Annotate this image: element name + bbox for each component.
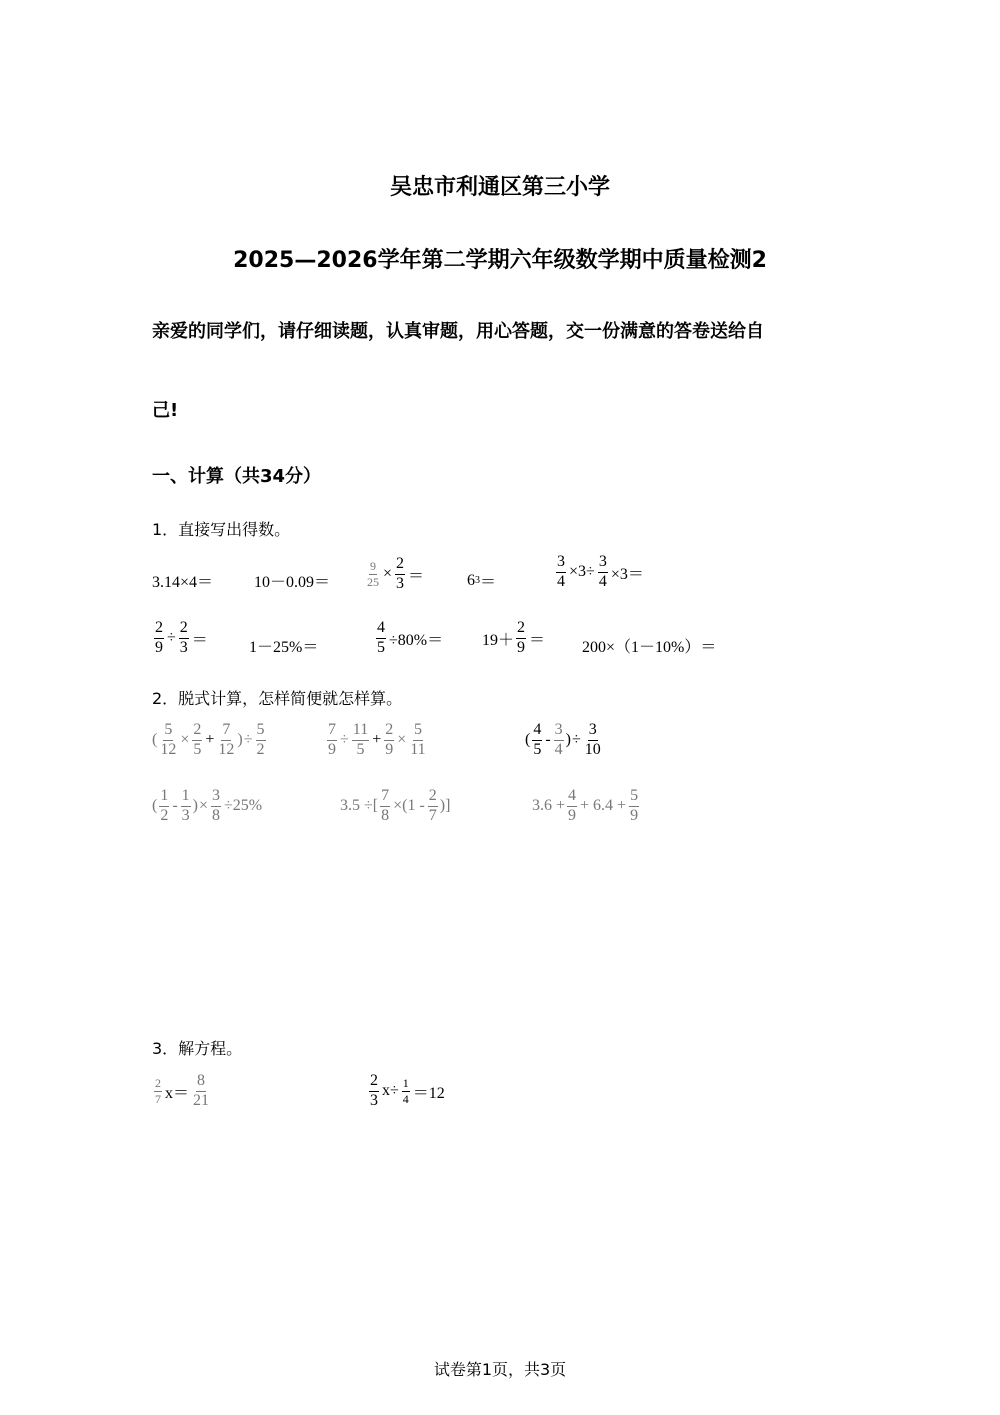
- q1-expr-9: 19＋ $\frac{2}{9}$ ＝: [482, 619, 546, 656]
- q1-expr-8: $\frac{4}{5}$ ÷80%＝: [377, 619, 444, 656]
- q2-problem-4: ( $\frac{1}{2}$ - $\frac{1}{3}$ ) × $\frac{3}{8}$ ÷25%: [152, 787, 263, 824]
- fraction: $\frac{2}{9}$: [155, 619, 163, 656]
- fraction: $\frac{3}{4}$: [598, 553, 607, 590]
- q3-equation-2: $\frac{2}{3}$ x÷ $\frac{1}{4}$ ＝12: [370, 1072, 445, 1109]
- q1-expr-10: 200×（1－10%）＝: [582, 639, 717, 656]
- section-heading: 一、计算（共34分）: [152, 466, 322, 487]
- q1-heading: 1．直接写出得数。: [152, 520, 291, 539]
- fraction: $\frac{3}{4}$: [557, 553, 565, 590]
- exam-title: 2025—2026学年第二学期六年级数学期中质量检测2: [233, 248, 767, 273]
- page-footer: 试卷第1页，共3页: [433, 1360, 567, 1379]
- q2-problem-3: ( $\frac{4}{5}$ - $\frac{3}{4}$ ) ÷ $\frac{3}{10}$: [525, 721, 601, 758]
- fraction: $\frac{9}{25}$: [367, 559, 379, 589]
- q3-equation-1: $\frac{2}{7}$ x＝ $\frac{8}{21}$: [155, 1072, 210, 1109]
- fraction: $\frac{4}{5}$: [377, 619, 385, 656]
- intro-line-1: 亲爱的同学们，请仔细读题，认真审题，用心答题，交一份满意的答卷送给自: [152, 321, 764, 342]
- q2-problem-2: $\frac{7}{9}$ ÷ $\frac{11}{5}$ + $\frac{2}{9}$ × $\frac{5}{11}$: [328, 721, 426, 758]
- q2-problem-1: ( $\frac{5}{12}$ × $\frac{2}{5}$ + $\frac{7}{12}$ ) ÷ $\frac{5}{2}$: [152, 721, 265, 758]
- fraction: $\frac{2}{3}$: [179, 619, 188, 656]
- q2-problem-6: 3.6 + $\frac{4}{9}$ + 6.4 + $\frac{5}{9}$: [532, 787, 639, 824]
- fraction: $\frac{2}{3}$: [396, 555, 405, 592]
- q1-expr-6: $\frac{2}{9}$ ÷ $\frac{2}{3}$ ＝: [155, 619, 208, 656]
- q1-expr-1: 3.14×4＝: [152, 574, 214, 591]
- q1-expr-3: $\frac{9}{25}$ × $\frac{2}{3}$ ＝: [367, 555, 425, 592]
- q1-expr-4: 6 3 ＝: [467, 571, 497, 591]
- q1-expr-5: $\frac{3}{4}$ ×3÷ $\frac{3}{4}$ ×3＝: [557, 553, 644, 590]
- q2-heading: 2．脱式计算，怎样简便就怎样算。: [152, 689, 403, 708]
- school-title: 吴忠市利通区第三小学: [389, 175, 610, 200]
- fraction: $\frac{2}{9}$: [517, 619, 526, 656]
- q1-expr-7: 1－25%＝: [249, 639, 319, 656]
- intro-line-2: 己!: [152, 400, 179, 421]
- q3-heading: 3．解方程。: [152, 1039, 243, 1058]
- q2-problem-5: 3.5 ÷[ $\frac{7}{8}$ ×(1 - $\frac{2}{7}$ )]: [340, 787, 451, 824]
- q1-expr-2: 10－0.09＝: [254, 574, 331, 591]
